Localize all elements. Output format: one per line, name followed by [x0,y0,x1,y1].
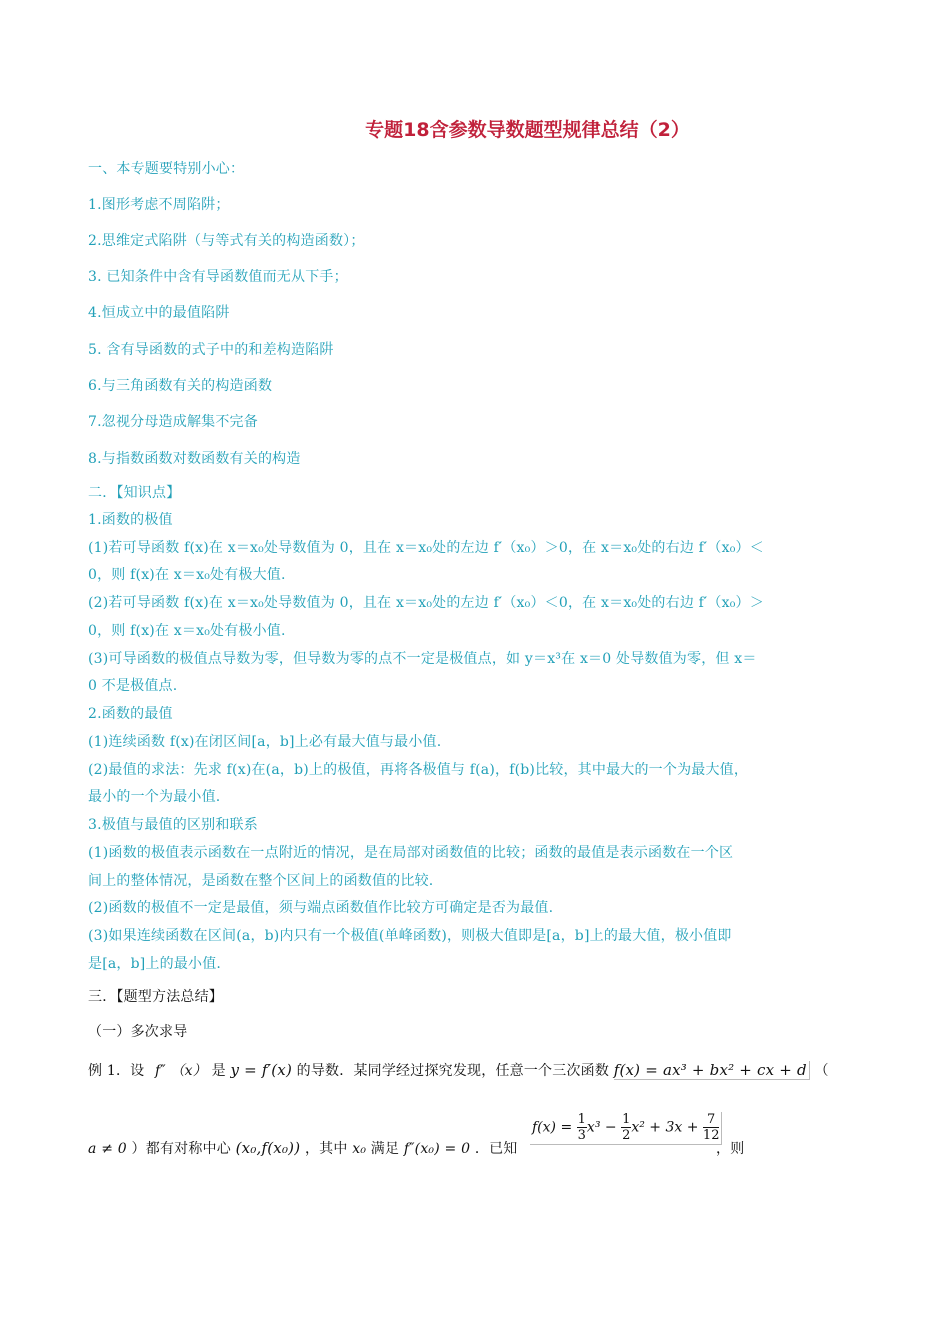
list-item: 7.忽视分母造成解集不完备 [88,414,258,430]
term: x³ − [586,1119,622,1136]
numerator: 1 [622,1112,631,1127]
subsection-heading: （一）多次求导 [88,1024,188,1040]
trailing-text: ，则 [716,1141,745,1157]
knowledge-text: (2)最值的求法：先求 f(x)在(a，b)上的极值，再将各极值与 f(a)，f(b)比较，其中最大的一个为最大值， [88,762,749,778]
math-fpp-eq: f″(x₀) = 0 [403,1141,471,1157]
list-item: 2.思维定式陷阱（与等式有关的构造函数）； [88,233,365,249]
math-condition: a ≠ 0 [88,1141,127,1157]
text: ．已知 [474,1141,518,1157]
numerator: 7 [703,1112,720,1128]
list-item: 1.图形考虑不周陷阱； [88,197,230,213]
knowledge-title-1: 1.函数的极值 [88,512,173,528]
knowledge-text: (3)如果连续函数在区间(a，b)内只有一个极值(单峰函数)，则极大值即是[a，b]上的最大值，极小值即 [88,928,732,944]
knowledge-text: (3)可导函数的极值点导数为零，但导数为零的点不一定是极值点，如 y＝x³在 x＝0 处导数值为零，但 x＝ [88,651,757,667]
example-1-line-1 [88,1060,868,1080]
fx-prefix: f(x) = [532,1119,577,1136]
list-item: 6.与三角函数有关的构造函数 [88,378,273,394]
section2-heading: 二．【知识点】 [88,485,181,501]
knowledge-text: (1)函数的极值表示函数在一点附近的情况，是在局部对函数值的比较；函数的最值是表示函数在一个区 [88,845,734,861]
knowledge-text: (1)若可导函数 f(x)在 x＝x₀处导数值为 0，且在 x＝x₀处的左边 f′（x₀）＞0，在 x＝x₀处的右边 f′（x₀）＜ [88,540,764,556]
list-item: 4.恒成立中的最值陷阱 [88,305,230,321]
fraction [577,1112,587,1143]
text: ，其中 [304,1141,348,1157]
list-item: 3. 已知条件中含有导函数值而无从下手； [88,269,348,285]
term: x² + 3x + [631,1119,703,1136]
list-item: 8.与指数函数对数函数有关的构造 [88,451,301,467]
numerator: 1 [577,1112,586,1127]
knowledge-text: (1)连续函数 f(x)在闭区间[a，b]上必有最大值与最小值. [88,734,442,750]
math-x0: x₀ [352,1141,367,1157]
fraction [621,1112,631,1143]
knowledge-text: (2)若可导函数 f(x)在 x＝x₀处导数值为 0，且在 x＝x₀处的左边 f′（x₀）＜0，在 x＝x₀处的右边 f′（x₀）＞ [88,595,764,611]
text: ）都有对称中心 [131,1141,231,1157]
knowledge-text: (2)函数的极值不一定是最值，须与端点函数值作比较方可确定是否为最值. [88,900,554,916]
knowledge-text: 是[a，b]上的最小值. [88,956,222,972]
page-title [0,115,950,142]
denominator: 2 [622,1128,631,1143]
text: （ [814,1063,829,1079]
example-label: 例 1．设 [88,1063,145,1079]
math-fpp: f″ （x） [155,1063,207,1079]
knowledge-text: 间上的整体情况，是函数在整个区间上的函数值的比较. [88,873,434,889]
section1-heading: 一、本专题要特别小心： [88,161,245,177]
text: 的导数．某同学经过探究发现，任意一个三次函数 [296,1063,610,1079]
math-center: (x₀,f(x₀)) [235,1139,301,1157]
knowledge-text: 0，则 f(x)在 x＝x₀处有极小值. [88,623,286,639]
knowledge-title-3: 3.极值与最值的区别和联系 [88,817,258,833]
math-equation: y = f′(x) [230,1061,292,1079]
text: 满足 [370,1141,400,1157]
section3-heading: 三．【题型方法总结】 [88,989,223,1005]
knowledge-title-2: 2.函数的最值 [88,706,173,722]
title-text: 专题18含参数导数题型规律总结（2） [365,119,690,141]
denominator: 3 [577,1128,586,1143]
knowledge-text: 0 不是极值点. [88,678,178,694]
math-given-function [530,1112,722,1145]
list-item: 5. 含有导函数的式子中的和差构造陷阱 [88,342,334,358]
math-cubic: f(x) = ax³ + bx² + cx + d [614,1061,810,1080]
knowledge-text: 0，则 f(x)在 x＝x₀处有极大值. [88,567,286,583]
knowledge-text: 最小的一个为最小值. [88,789,221,805]
text: 是 [211,1063,226,1079]
denominator: 12 [702,1128,720,1143]
